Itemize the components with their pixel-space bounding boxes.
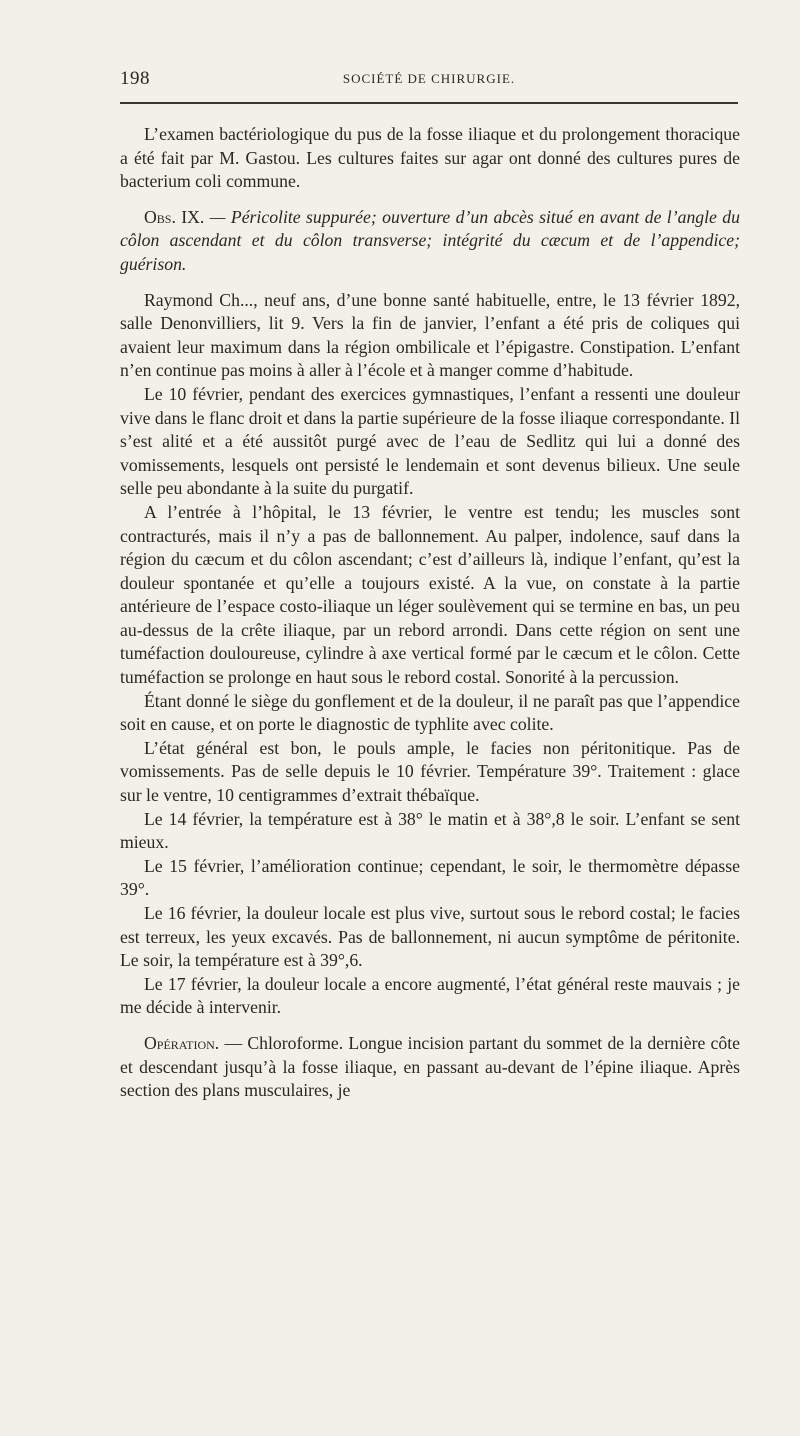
page-number: 198	[120, 68, 150, 89]
paragraph-6: L’état général est bon, le pouls ample, le facies non péritonitique. Pas de vomissements. Pas de selle depuis le 10 février. Température 39°. Traitement : glace sur le ventre, 10 centigrammes d’extrait thébaïque.	[120, 737, 740, 806]
paragraph-3: Le 10 février, pendant des exercices gymnastiques, l’enfant a ressenti une douleur vive dans le flanc droit et dans la partie supérieure de la fosse iliaque correspondante. Il s’est alité et a été aussitôt purgé avec de l’eau de Sedlitz qui lui a donné des vomissements, lesquels ont persisté le lendemain et sont devenus bilieux. Une seule selle peu abondante à la suite du purgatif.	[120, 383, 740, 499]
paragraph-5: Étant donné le siège du gonflement et de la douleur, il ne paraît pas que l’appendice soit en cause, et on porte le diagnostic de typhlite avec colite.	[120, 690, 740, 735]
paragraph-8: Le 15 février, l’amélioration continue; cependant, le soir, le thermomètre dépasse 39°.	[120, 855, 740, 900]
header-rule	[120, 102, 738, 104]
page-header	[120, 68, 738, 94]
paragraph-1: L’examen bactériologique du pus de la fosse iliaque et du prolongement thoracique a été fait par M. Gastou. Les cultures faites sur agar ont donné des cultures pures de bacterium coli commune.	[120, 124, 740, 192]
paragraph-2: Raymond Ch..., neuf ans, d’une bonne santé habituelle, entre, le 13 février 1892, salle Denonvilliers, lit 9. Vers la fin de janvier, l’enfant a été pris de coliques qui avaient leur maximum dans la région ombilicale et l’épigastre. Constipation. L’enfant n’en continue pas moins à aller à l’école et à manger comme d’habitude.	[120, 289, 740, 381]
paragraph-10: Le 17 février, la douleur locale a encore augmenté, l’état général reste mauvais ; je me décide à intervenir.	[120, 973, 740, 1018]
paragraph-7: Le 14 février, la température est à 38° le matin et à 38°,8 le soir. L’enfant se sent mieux.	[120, 808, 740, 853]
operation-paragraph	[120, 1032, 740, 1103]
observation-label: Obs. IX.	[144, 206, 205, 227]
paragraph-4: A l’entrée à l’hôpital, le 13 février, le ventre est tendu; les muscles sont contracturés, mais il n’y a pas de ballonnement. Au palper, indolence, sauf dans la région du cæcum et du côlon ascendant; c’est d’ailleurs là, indique l’enfant, qu’est la douleur spontanée et qu’elle a toujours existé. A la vue, on constate à la partie antérieure de l’espace costo-iliaque un léger soulèvement qui se termine en bas, un peu au-dessus de la crête iliaque, par un rebord arrondi. Dans cette région on sent une tuméfaction douloureuse, cylindre à axe vertical formé par le cæcum et le côlon. Cette tuméfaction se prolonge en haut sous le rebord costal. Sonorité à la percussion.	[120, 501, 740, 688]
paragraph-9: Le 16 février, la douleur locale est plus vive, surtout sous le rebord costal; le facies est terreux, les yeux excavés. Pas de ballonnement, ni aucun symptôme de péritonite. Le soir, la température est à 39°,6.	[120, 903, 740, 971]
body-text	[120, 123, 740, 1103]
running-title: SOCIÉTÉ DE CHIRURGIE.	[342, 71, 516, 86]
operation-text: — Chloroforme. Longue incision partant du sommet de la dernière côte et descendant jusqu’à la fosse iliaque, en passant au-devant de l’épine iliaque. Après section des plans musculaires, je	[120, 1032, 741, 1101]
observation-title: — Péricolite suppurée; ouverture d’un abcès situé en avant de l’angle du côlon ascendant et du côlon transverse; intégrité du cæcum et de l’appendice; guérison.	[120, 206, 740, 274]
observation-heading	[120, 206, 740, 277]
operation-label: Opération.	[144, 1032, 220, 1053]
